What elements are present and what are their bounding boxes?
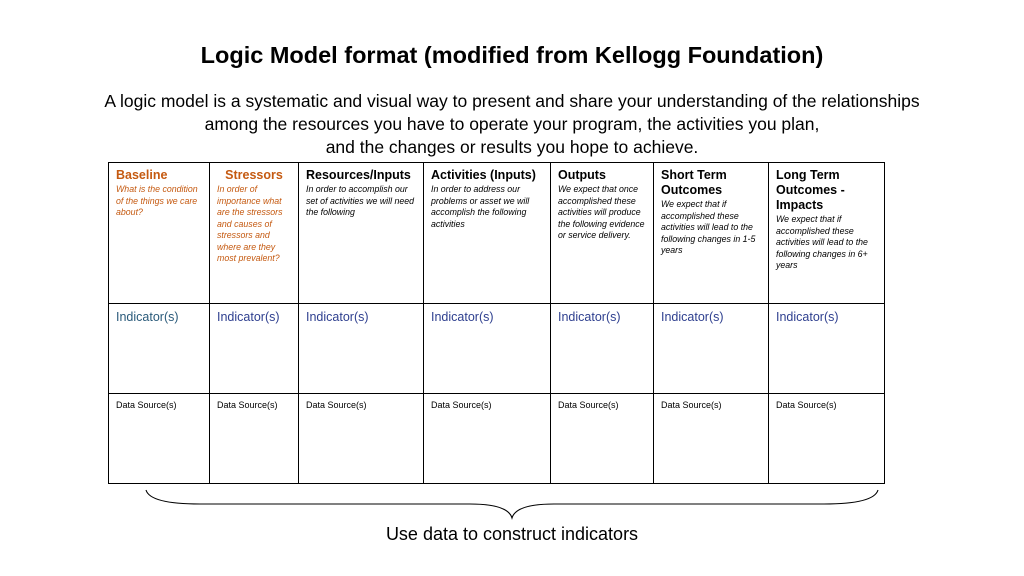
header-cell-baseline — [109, 163, 210, 304]
data-source-label: Data Source(s) — [217, 400, 278, 410]
data-source-cell — [769, 394, 885, 484]
data-source-cell — [551, 394, 654, 484]
logic-model-table — [108, 162, 885, 484]
column-header: Activities (Inputs) — [431, 168, 536, 182]
column-description: We expect that if accomplished these activities will lead to the following changes in 6+ years — [776, 214, 868, 270]
header-cell-outputs — [551, 163, 654, 304]
intro-paragraph — [40, 90, 984, 159]
indicator-cell — [210, 304, 299, 394]
column-header: Baseline — [116, 168, 168, 182]
header-cell-activities — [424, 163, 551, 304]
column-description: In order of importance what are the stressors and causes of stressors and where are they most prevalent? — [217, 184, 283, 263]
column-header: Stressors — [225, 168, 283, 182]
data-source-label: Data Source(s) — [431, 400, 492, 410]
header-cell-short-term — [654, 163, 769, 304]
indicator-cell — [654, 304, 769, 394]
indicator-label: Indicator(s) — [116, 310, 179, 324]
indicator-label: Indicator(s) — [306, 310, 369, 324]
data-source-label: Data Source(s) — [116, 400, 177, 410]
column-header: Outputs — [558, 168, 606, 182]
column-header: Long Term Outcomes - Impacts — [776, 168, 845, 212]
column-description: What is the condition of the things we care about? — [116, 184, 198, 217]
column-description: In order to address our problems or asset we will accomplish the following activities — [431, 184, 530, 229]
header-row — [109, 163, 885, 304]
indicator-cell — [109, 304, 210, 394]
column-description: We expect that if accomplished these activities will lead to the following changes in 1-5 years — [661, 199, 756, 255]
data-source-cell — [654, 394, 769, 484]
indicator-label: Indicator(s) — [776, 310, 839, 324]
data-source-cell — [109, 394, 210, 484]
indicator-label: Indicator(s) — [217, 310, 280, 324]
indicator-cell — [424, 304, 551, 394]
data-source-label: Data Source(s) — [558, 400, 619, 410]
curly-brace-path — [146, 490, 878, 518]
data-source-cell — [299, 394, 424, 484]
indicator-cell — [299, 304, 424, 394]
header-cell-stressors — [210, 163, 299, 304]
intro-line-2: among the resources you have to operate your program, the activities you plan, — [204, 114, 820, 134]
data-source-label: Data Source(s) — [661, 400, 722, 410]
indicator-row — [109, 304, 885, 394]
header-cell-long-term — [769, 163, 885, 304]
header-cell-resources — [299, 163, 424, 304]
data-source-row — [109, 394, 885, 484]
column-header: Resources/Inputs — [306, 168, 411, 182]
indicator-label: Indicator(s) — [661, 310, 724, 324]
indicator-cell — [769, 304, 885, 394]
intro-line-1: A logic model is a systematic and visual way to present and share your understanding of the relationships — [104, 91, 920, 111]
page-title: Logic Model format (modified from Kellogg Foundation) — [200, 42, 824, 68]
data-source-cell — [210, 394, 299, 484]
curly-brace — [140, 488, 884, 522]
indicator-cell — [551, 304, 654, 394]
column-description: In order to accomplish our set of activities we will need the following — [306, 184, 415, 217]
indicator-label: Indicator(s) — [431, 310, 494, 324]
data-source-label: Data Source(s) — [306, 400, 367, 410]
brace-caption: Use data to construct indicators — [385, 524, 639, 544]
data-source-label: Data Source(s) — [776, 400, 837, 410]
column-header: Short Term Outcomes — [661, 168, 727, 197]
column-description: We expect that once accomplished these activities will produce the following evidence or service delivery. — [558, 184, 645, 240]
intro-line-3: and the changes or results you hope to achieve. — [325, 137, 699, 157]
indicator-label: Indicator(s) — [558, 310, 621, 324]
data-source-cell — [424, 394, 551, 484]
